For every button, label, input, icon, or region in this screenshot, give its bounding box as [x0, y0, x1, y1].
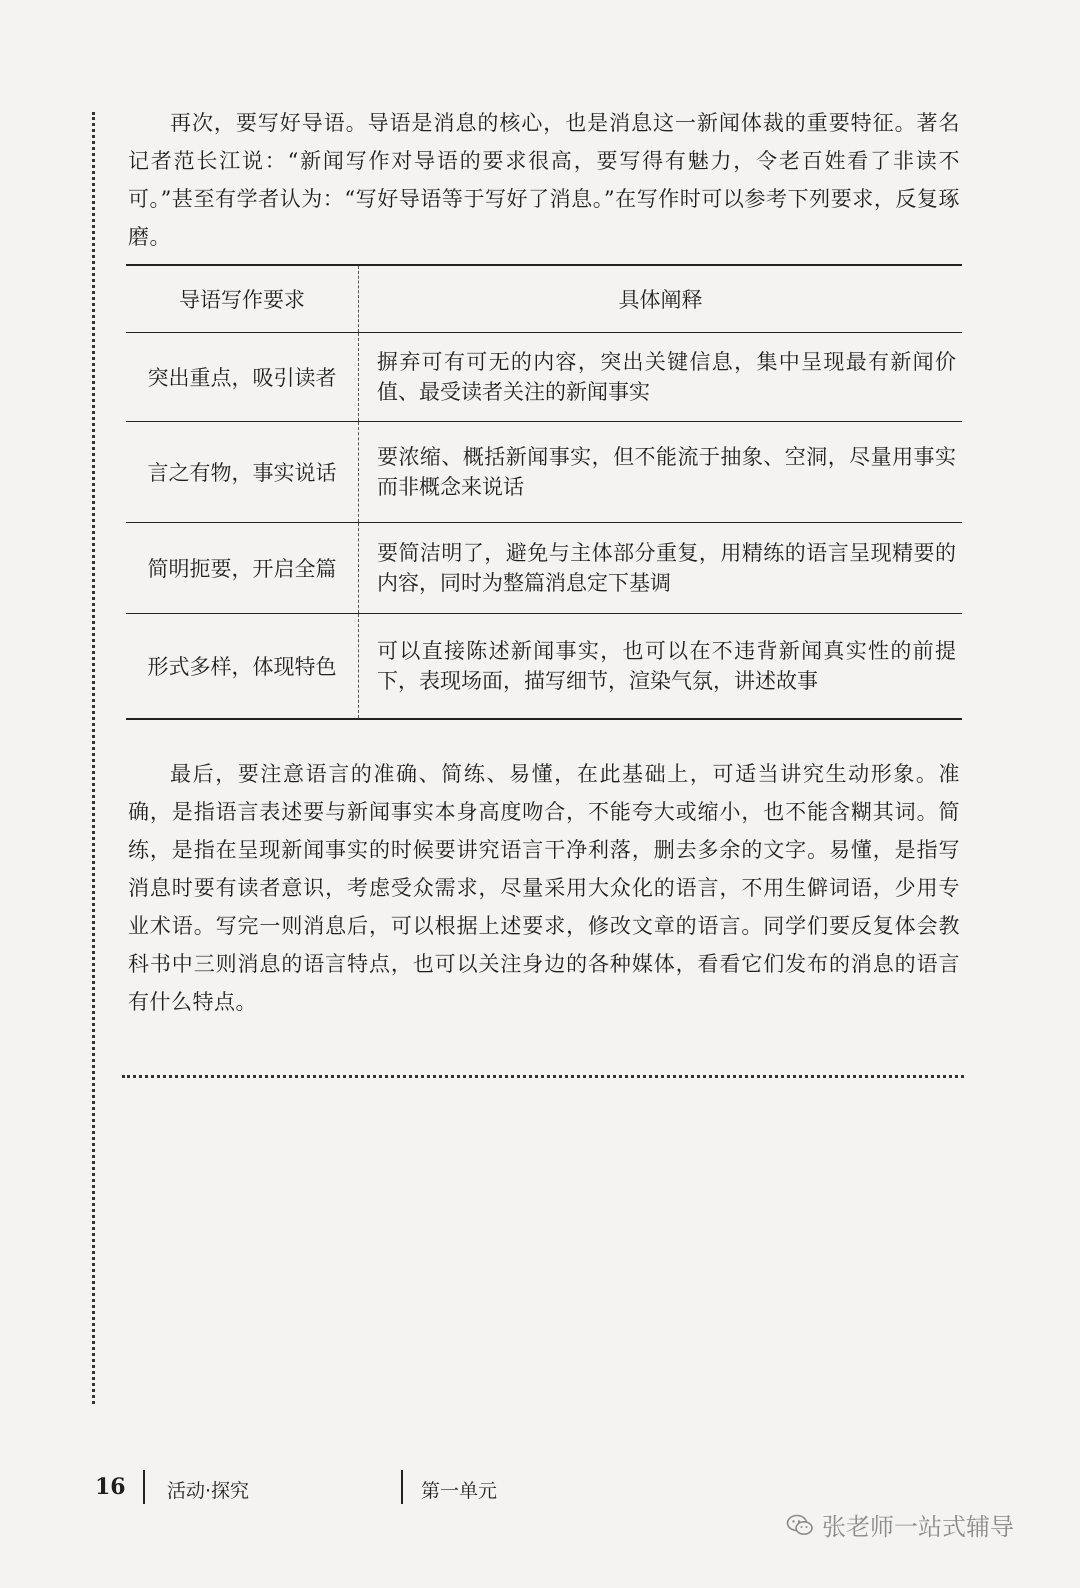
footer-divider: [401, 1470, 403, 1504]
page-number: 16: [95, 1474, 126, 1500]
watermark: [786, 1507, 1014, 1542]
table-row: [126, 422, 962, 523]
watermark-text: 张老师一站式辅导: [822, 1513, 1014, 1541]
footer-unit: 第一单元: [421, 1480, 498, 1502]
footer-divider: [143, 1470, 145, 1504]
bottom-dotted-border: [122, 1075, 964, 1078]
requirement-cell: 突出重点，吸引读者: [126, 333, 359, 422]
final-paragraph: 最后，要注意语言的准确、简练、易懂，在此基础上，可适当讲究生动形象。准确，是指语言表述要与新闻事实本身高度吻合，不能夸大或缩小，也不能含糊其词。简练，是指在呈现新闻事实的时候要讲究语言干净利落，删去多余的文字。易懂，是指写消息时要有读者意识，考虑受众需求，尽量采用大众化的语言，不用生僻词语，少用专业术语。写完一则消息后，可以根据上述要求，修改文章的语言。同学们要反复体会教科书中三则消息的语言特点，也可以关注身边的各种媒体，看看它们发布的消息的语言有什么特点。: [128, 762, 960, 1014]
explanation-cell: 要简洁明了，避免与主体部分重复，用精练的语言呈现精要的内容，同时为整篇消息定下基调: [377, 541, 956, 595]
footer-section: 活动·探究: [167, 1480, 250, 1502]
table-row: [126, 614, 962, 720]
table-row: [126, 333, 962, 422]
page-footer: [95, 1470, 595, 1510]
explanation-cell: 要浓缩、概括新闻事实，但不能流于抽象、空洞，尽量用事实而非概念来说话: [377, 445, 956, 499]
requirement-cell: 简明扼要，开启全篇: [126, 523, 359, 614]
table-row: [126, 523, 962, 614]
table-header-row: [126, 265, 962, 333]
requirement-cell: 形式多样，体现特色: [126, 614, 359, 720]
explanation-cell: 摒弃可有可无的内容，突出关键信息，集中呈现最有新闻价值、最受读者关注的新闻事实: [377, 350, 956, 404]
wechat-icon: [786, 1513, 814, 1537]
lead-requirements-table: [126, 264, 962, 720]
explanation-cell: 可以直接陈述新闻事实，也可以在不违背新闻真实性的前提下，表现场面，描写细节，渲染气氛，讲述故事: [377, 639, 956, 693]
left-dotted-border: [92, 112, 95, 1404]
header-explanation: 具体阐释: [359, 265, 963, 333]
intro-paragraph: 再次，要写好导语。导语是消息的核心，也是消息这一新闻体裁的重要特征。著名记者范长江说：“新闻写作对导语的要求很高，要写得有魅力，令老百姓看了非读不可。”甚至有学者认为：“写好导语等于写好了消息。”在写作时可以参考下列要求，反复琢磨。: [128, 111, 960, 249]
requirement-cell: 言之有物，事实说话: [126, 422, 359, 523]
header-requirement: 导语写作要求: [126, 265, 359, 333]
